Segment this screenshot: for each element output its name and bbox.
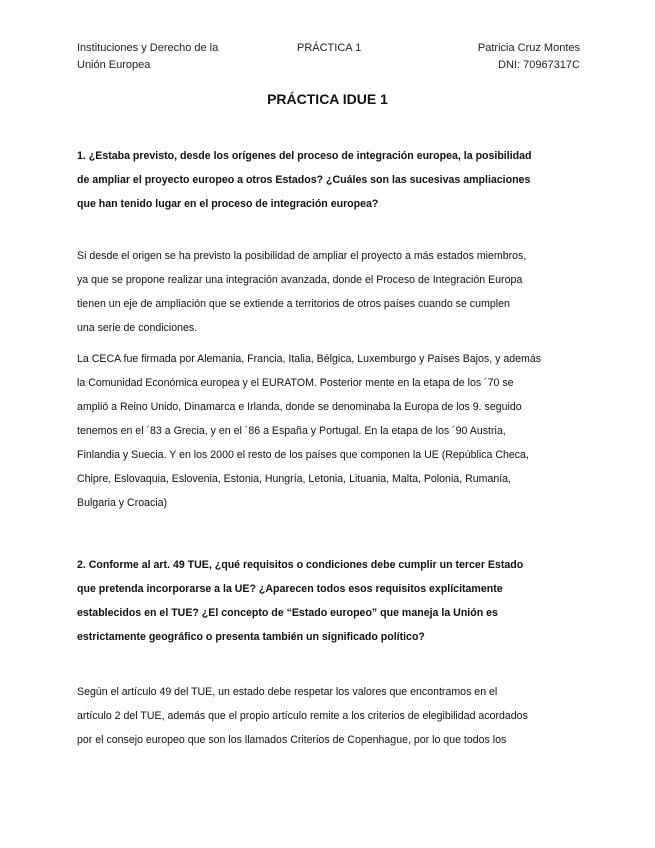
question-1 [77, 148, 580, 220]
text-line: 2. Conforme al art. 49 TUE, ¿qué requisitos o condiciones debe cumplir un tercer Estado [77, 559, 524, 571]
document-title: PRÁCTICA IDUE 1 [267, 91, 388, 107]
header-practice [297, 40, 417, 57]
text-line: tenemos en el ´83 a Grecia, y en el ´86 a España y Portugal. En la etapa de los ´90 Austria, [77, 425, 506, 437]
text-line: artículo 2 del TUE, además que el propio artículo remite a los criterios de elegibilidad acordados [77, 710, 528, 722]
text-line: por el consejo europeo que son los llamados Criterios de Copenhague, por lo que todos los [77, 734, 507, 746]
answer-2-paragraph [77, 684, 580, 756]
text-line: estrictamente geográfico o presenta también un significado político? [77, 631, 425, 643]
header-course-line: Unión Europea [77, 59, 151, 71]
text-line: que pretenda incorporarse a la UE? ¿Aparecen todos esos requisitos explícitamente [77, 583, 503, 595]
text-line: de ampliar el proyecto europeo a otros Estados? ¿Cuáles son las sucesivas ampliaciones [77, 174, 531, 186]
header-course-line: Instituciones y Derecho de la [77, 42, 219, 54]
question-2 [77, 557, 580, 653]
header-practice-label: PRÁCTICA 1 [297, 42, 362, 54]
header-author-name: Patricia Cruz Montes [477, 42, 580, 54]
text-line: una serie de condiciones. [77, 322, 198, 334]
text-line: tienen un eje de ampliación que se extiende a territorios de otros países cuando se cumplen [77, 298, 510, 310]
text-line: la Comunidad Económica europea y el EURATOM. Posterior mente en la etapa de los ´70 se [77, 377, 514, 389]
text-line: Chipre, Eslovaquia, Eslovenia, Estonia, Hungría, Letonia, Lituania, Malta, Polonia, Rumanía, [77, 473, 512, 485]
text-line: Finlandia y Suecia. Y en los 2000 el resto de los países que componen la UE (República Checa, [77, 449, 529, 461]
text-line: La CECA fue firmada por Alemania, Francia, Italia, Bélgica, Luxemburgo y Países Bajos, y además [77, 353, 542, 365]
text-line: Si desde el origen se ha previsto la posibilidad de ampliar el proyecto a más estados miembros, [77, 250, 527, 262]
text-line: que han tenido lugar en el proceso de integración europea? [77, 198, 379, 210]
answer-1-paragraph-2 [77, 351, 580, 519]
header-author [420, 40, 580, 74]
text-line: 1. ¿Estaba previsto, desde los orígenes del proceso de integración europea, la posibilidad [77, 150, 532, 162]
header-author-dni: DNI: 70967317C [498, 59, 580, 71]
text-line: establecidos en el TUE? ¿El concepto de “Estado europeo” que maneja la Unión es [77, 607, 498, 619]
text-line: Bulgaria y Croacia) [77, 497, 168, 509]
text-line: Según el artículo 49 del TUE, un estado debe respetar los valores que encontramos en el [77, 686, 498, 698]
text-line: ya que se propone realizar una integración avanzada, donde el Proceso de Integración Europa [77, 274, 523, 286]
answer-1-paragraph-1 [77, 248, 580, 344]
text-line: amplió a Reino Unido, Dinamarca e Irlanda, donde se denominaba la Europa de los 9. seguido [77, 401, 522, 413]
header-course [77, 40, 247, 74]
